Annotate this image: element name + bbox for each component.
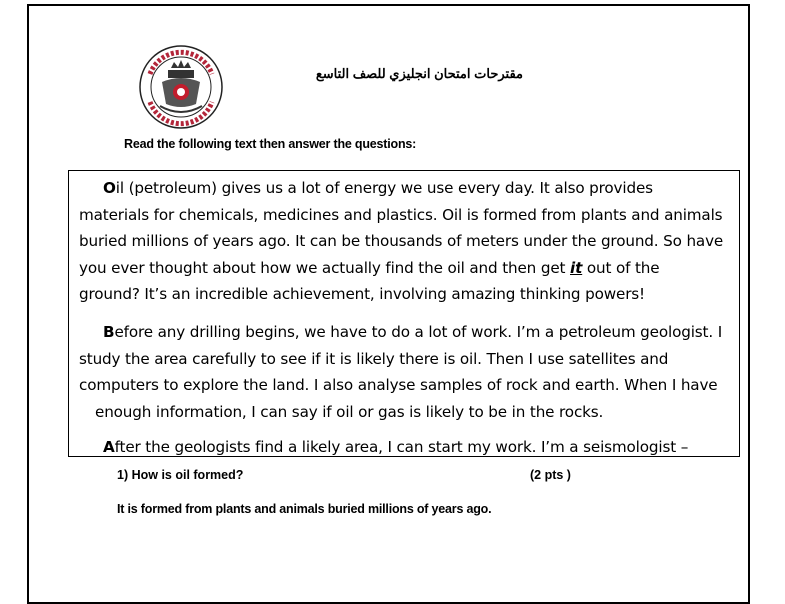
passage-line bbox=[79, 175, 733, 202]
line-text: you ever thought about how we actually find the oil and then get bbox=[79, 258, 571, 277]
passage-line: ground? It’s an incredible achievement, involving amazing thinking powers! bbox=[79, 285, 645, 303]
ministry-seal-logo bbox=[138, 44, 224, 130]
drop-cap: B bbox=[103, 323, 115, 341]
passage-line: materials for chemicals, medicines and plastics. Oil is formed from plants and animals bbox=[79, 205, 723, 224]
passage-line: buried millions of years ago. It can be thousands of meters under the ground. So have bbox=[79, 232, 724, 250]
drop-cap: O bbox=[103, 179, 116, 197]
passage-paragraph-2 bbox=[79, 319, 733, 425]
passage-line bbox=[79, 255, 733, 282]
instructions: Read the following text then answer the questions: bbox=[124, 137, 417, 151]
passage-line: enough information, I can say if oil or gas is likely to be in the rocks. bbox=[95, 402, 604, 421]
line-text: efore any drilling begins, we have to do a lot of work. I’m a petroleum geologist. I bbox=[114, 323, 723, 341]
drop-cap: A bbox=[103, 438, 115, 456]
passage-line bbox=[79, 319, 733, 346]
question-1: 1) How is oil formed? bbox=[117, 468, 244, 482]
line-text: il (petroleum) gives us a lot of energy we use every day. It also provides bbox=[115, 179, 653, 197]
answer-1: It is formed from plants and animals buried millions of years ago. bbox=[117, 502, 492, 516]
line-text: out of the bbox=[582, 258, 660, 277]
passage-line bbox=[79, 434, 733, 457]
exam-title-arabic: مقترحات امتحان انجليزي للصف التاسع bbox=[315, 66, 523, 81]
question-points: (2 pts ) bbox=[530, 468, 571, 482]
passage-line: study the area carefully to see if it is likely there is oil. Then I use satellites and bbox=[79, 349, 669, 368]
line-text: fter the geologists find a likely area, I can start my work. I’m a seismologist – bbox=[114, 438, 689, 456]
referent-it: it bbox=[570, 258, 583, 277]
passage-line: computers to explore the land. I also analyse samples of rock and earth. When I have bbox=[79, 376, 718, 394]
reading-passage-box bbox=[68, 170, 740, 457]
passage-paragraph-3 bbox=[79, 434, 733, 457]
passage-paragraph-1 bbox=[79, 175, 733, 308]
